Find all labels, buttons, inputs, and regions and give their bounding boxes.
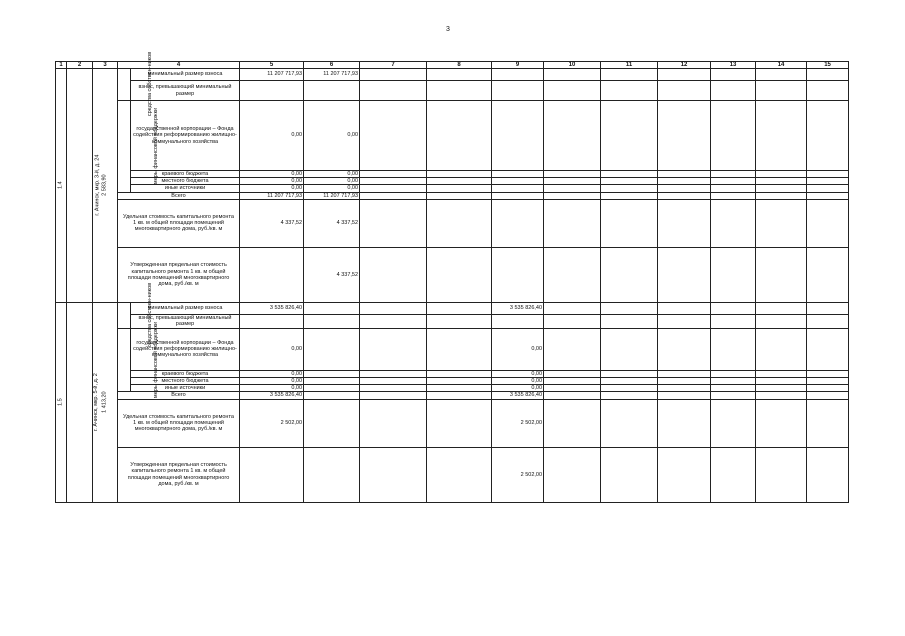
address: г. Ачинск, мкр. 5-й, д. 2	[67, 302, 93, 502]
value-cell	[360, 185, 427, 192]
value-cell: 4 337,52	[240, 199, 304, 247]
value-cell	[544, 392, 601, 399]
value-cell	[304, 385, 360, 392]
value-cell	[544, 314, 601, 328]
value-cell: 0,00	[304, 101, 360, 171]
value-cell	[360, 370, 427, 377]
row-label: краевого бюджета	[131, 370, 240, 377]
value-cell	[544, 247, 601, 302]
value-cell: 0,00	[492, 385, 544, 392]
value-cell	[756, 385, 807, 392]
value-cell	[544, 447, 601, 502]
value-cell	[658, 69, 711, 81]
value-cell	[427, 385, 492, 392]
value-cell	[360, 101, 427, 171]
header-cell: 2	[67, 62, 93, 69]
value-cell	[658, 314, 711, 328]
value-cell	[544, 385, 601, 392]
value-cell	[807, 185, 849, 192]
row-number: 1.4	[56, 69, 67, 303]
value-cell	[658, 392, 711, 399]
value-cell	[601, 192, 658, 199]
value-cell	[360, 199, 427, 247]
value-cell	[492, 81, 544, 101]
row-label: местного бюджета	[131, 178, 240, 185]
value-cell	[360, 378, 427, 385]
value-cell: 3 535 826,40	[240, 302, 304, 314]
value-cell	[601, 399, 658, 447]
value-cell	[240, 447, 304, 502]
value-cell	[544, 178, 601, 185]
value-cell	[711, 378, 756, 385]
value-cell	[360, 247, 427, 302]
value-cell	[711, 199, 756, 247]
value-cell	[492, 171, 544, 178]
value-cell	[360, 392, 427, 399]
value-cell	[427, 302, 492, 314]
value-cell: 0,00	[240, 328, 304, 370]
value-cell	[360, 178, 427, 185]
table-row	[56, 81, 849, 101]
table-row	[56, 447, 849, 502]
header-cell: 5	[240, 62, 304, 69]
header-cell: 14	[756, 62, 807, 69]
value-cell	[427, 392, 492, 399]
header-cell: 9	[492, 62, 544, 69]
value-cell	[492, 314, 544, 328]
value-cell: 0,00	[240, 178, 304, 185]
capital-repair-table	[55, 52, 849, 503]
value-cell	[807, 171, 849, 178]
total-area: 1 413,20	[93, 302, 118, 502]
value-cell	[711, 81, 756, 101]
value-cell	[427, 69, 492, 81]
value-cell	[304, 399, 360, 447]
value-cell	[756, 247, 807, 302]
value-cell	[304, 447, 360, 502]
value-cell	[756, 378, 807, 385]
value-cell	[427, 247, 492, 302]
table-row	[56, 302, 849, 314]
header-cell: 4	[118, 62, 240, 69]
value-cell	[658, 378, 711, 385]
value-cell: 0,00	[304, 178, 360, 185]
table-row	[56, 378, 849, 385]
value-cell: 0,00	[240, 385, 304, 392]
value-cell	[240, 314, 304, 328]
value-cell: 11 207 717,93	[304, 192, 360, 199]
value-cell	[807, 370, 849, 377]
table-row	[56, 328, 849, 370]
value-cell	[360, 385, 427, 392]
value-cell	[492, 101, 544, 171]
value-cell: 11 207 717,93	[304, 69, 360, 81]
value-cell	[601, 370, 658, 377]
value-cell	[427, 178, 492, 185]
value-cell	[601, 178, 658, 185]
own-funds-label: средства собствен-ников	[118, 69, 131, 101]
value-cell	[756, 178, 807, 185]
value-cell	[711, 392, 756, 399]
value-cell	[807, 199, 849, 247]
row-label: государственной корпорации – Фонда содействия реформированию жилищно-коммунального хозяйства	[131, 328, 240, 370]
own-funds-label: средства собствен-ников	[118, 302, 131, 328]
support-measures-label: меры финансовой поддержки	[118, 328, 131, 392]
table-row	[56, 199, 849, 247]
value-cell	[658, 192, 711, 199]
value-cell	[544, 370, 601, 377]
value-cell	[807, 385, 849, 392]
row-label: минимальный размер взноса	[131, 302, 240, 314]
total-area: 2 583,90	[93, 69, 118, 303]
value-cell	[658, 385, 711, 392]
value-cell	[756, 314, 807, 328]
table-row	[56, 247, 849, 302]
value-cell	[756, 370, 807, 377]
value-cell	[658, 399, 711, 447]
table-row	[56, 399, 849, 447]
header-cell: 15	[807, 62, 849, 69]
value-cell	[360, 81, 427, 101]
value-cell	[360, 328, 427, 370]
value-cell	[544, 69, 601, 81]
value-cell	[658, 302, 711, 314]
value-cell	[427, 399, 492, 447]
value-cell	[360, 314, 427, 328]
value-cell	[240, 81, 304, 101]
value-cell	[658, 328, 711, 370]
value-cell	[360, 302, 427, 314]
value-cell	[756, 302, 807, 314]
value-cell	[807, 101, 849, 171]
header-cell: 12	[658, 62, 711, 69]
value-cell	[711, 370, 756, 377]
value-cell	[544, 185, 601, 192]
value-cell: 0,00	[492, 370, 544, 377]
value-cell	[711, 101, 756, 171]
header-cell: 11	[601, 62, 658, 69]
value-cell: 0,00	[492, 328, 544, 370]
value-cell	[427, 378, 492, 385]
value-cell	[807, 328, 849, 370]
value-cell	[427, 81, 492, 101]
value-cell: 3 535 826,40	[240, 392, 304, 399]
row-label: Удельная стоимость капитального ремонта 1 кв. м общей площади помещений многоквартирного дома, руб./кв. м	[118, 399, 240, 447]
value-cell	[756, 399, 807, 447]
value-cell	[427, 370, 492, 377]
row-label: Удельная стоимость капитального ремонта 1 кв. м общей площади помещений многоквартирного дома, руб./кв. м	[118, 199, 240, 247]
value-cell	[601, 101, 658, 171]
value-cell: 2 502,00	[492, 447, 544, 502]
value-cell	[756, 328, 807, 370]
value-cell	[492, 178, 544, 185]
header-cell: 8	[427, 62, 492, 69]
row-label: Утвержденная предельная стоимость капитального ремонта 1 кв. м общей площади помещений многоквартирного дома, руб./кв. м	[118, 247, 240, 302]
value-cell: 4 337,52	[304, 199, 360, 247]
value-cell	[360, 192, 427, 199]
value-cell	[601, 171, 658, 178]
value-cell	[807, 192, 849, 199]
table-row	[56, 392, 849, 399]
value-cell	[756, 192, 807, 199]
value-cell	[544, 171, 601, 178]
row-label: краевого бюджета	[131, 171, 240, 178]
value-cell	[304, 378, 360, 385]
value-cell	[601, 385, 658, 392]
header-cell: 10	[544, 62, 601, 69]
value-cell	[427, 101, 492, 171]
header-row	[56, 62, 849, 69]
value-cell	[756, 185, 807, 192]
value-cell	[601, 185, 658, 192]
row-label: взнос, превышающий минимальный размер	[131, 314, 240, 328]
value-cell	[544, 192, 601, 199]
value-cell: 0,00	[240, 370, 304, 377]
value-cell	[658, 101, 711, 171]
row-label: минимальный размер взноса	[131, 69, 240, 81]
value-cell	[304, 370, 360, 377]
value-cell	[427, 185, 492, 192]
value-cell	[544, 199, 601, 247]
row-label: Всего	[118, 392, 240, 399]
value-cell	[711, 171, 756, 178]
value-cell	[807, 178, 849, 185]
row-label: местного бюджета	[131, 378, 240, 385]
table-row	[56, 385, 849, 392]
value-cell	[601, 392, 658, 399]
value-cell	[711, 185, 756, 192]
table-row	[56, 185, 849, 192]
header-cell: 3	[93, 62, 118, 69]
value-cell: 0,00	[492, 378, 544, 385]
value-cell	[601, 247, 658, 302]
header-cell: 7	[360, 62, 427, 69]
value-cell	[304, 328, 360, 370]
page-number: 3	[446, 26, 450, 33]
header-cell: 6	[304, 62, 360, 69]
row-label: Утвержденная предельная стоимость капитального ремонта 1 кв. м общей площади помещений многоквартирного дома, руб./кв. м	[118, 447, 240, 502]
value-cell	[601, 81, 658, 101]
value-cell	[492, 247, 544, 302]
value-cell	[601, 302, 658, 314]
value-cell	[240, 247, 304, 302]
value-cell	[658, 178, 711, 185]
value-cell	[427, 328, 492, 370]
value-cell: 3 535 826,40	[492, 392, 544, 399]
value-cell: 3 535 826,40	[492, 302, 544, 314]
value-cell	[427, 171, 492, 178]
value-cell	[304, 81, 360, 101]
value-cell	[601, 328, 658, 370]
table-row	[56, 178, 849, 185]
value-cell	[711, 247, 756, 302]
value-cell	[601, 314, 658, 328]
value-cell	[807, 399, 849, 447]
value-cell: 2 502,00	[240, 399, 304, 447]
value-cell	[807, 247, 849, 302]
value-cell	[360, 171, 427, 178]
value-cell	[601, 199, 658, 247]
value-cell	[427, 199, 492, 247]
value-cell	[360, 447, 427, 502]
value-cell	[601, 69, 658, 81]
value-cell	[544, 101, 601, 171]
value-cell: 11 207 717,93	[240, 69, 304, 81]
value-cell	[360, 399, 427, 447]
row-label: взнос, превышающий минимальный размер	[131, 81, 240, 101]
value-cell: 2 502,00	[492, 399, 544, 447]
value-cell	[711, 328, 756, 370]
support-measures-label: меры финансовой поддержки	[118, 101, 131, 193]
value-cell	[304, 392, 360, 399]
value-cell: 0,00	[240, 378, 304, 385]
value-cell: 0,00	[240, 101, 304, 171]
value-cell	[711, 385, 756, 392]
value-cell	[711, 69, 756, 81]
value-cell: 0,00	[304, 185, 360, 192]
value-cell: 4 337,52	[304, 247, 360, 302]
table-row	[56, 192, 849, 199]
value-cell	[711, 302, 756, 314]
value-cell	[658, 185, 711, 192]
value-cell: 0,00	[240, 171, 304, 178]
value-cell	[304, 302, 360, 314]
value-cell	[807, 302, 849, 314]
value-cell	[807, 81, 849, 101]
value-cell	[807, 447, 849, 502]
value-cell	[756, 199, 807, 247]
value-cell	[304, 314, 360, 328]
value-cell	[756, 81, 807, 101]
value-cell	[427, 447, 492, 502]
value-cell	[601, 447, 658, 502]
value-cell	[427, 314, 492, 328]
value-cell	[711, 399, 756, 447]
value-cell	[544, 328, 601, 370]
value-cell	[756, 101, 807, 171]
value-cell	[756, 171, 807, 178]
value-cell	[756, 392, 807, 399]
value-cell	[711, 447, 756, 502]
value-cell	[658, 171, 711, 178]
table-row	[56, 314, 849, 328]
header-cell: 13	[711, 62, 756, 69]
value-cell	[658, 447, 711, 502]
value-cell	[658, 247, 711, 302]
value-cell	[756, 69, 807, 81]
address: г. Ачинск, мкр. 3-й, д. 24	[67, 69, 93, 303]
value-cell	[492, 185, 544, 192]
value-cell: 11 207 717,93	[240, 192, 304, 199]
value-cell	[544, 399, 601, 447]
value-cell	[544, 302, 601, 314]
value-cell	[711, 314, 756, 328]
row-label: иные источники	[131, 185, 240, 192]
value-cell	[492, 69, 544, 81]
value-cell	[360, 69, 427, 81]
table-row	[56, 101, 849, 171]
table-row	[56, 171, 849, 178]
row-label: Всего	[118, 192, 240, 199]
row-label: иные источники	[131, 385, 240, 392]
value-cell: 0,00	[240, 185, 304, 192]
value-cell	[807, 378, 849, 385]
row-label: государственной корпорации – Фонда содействия реформированию жилищно-коммунального хозяйства	[131, 101, 240, 171]
value-cell	[807, 69, 849, 81]
value-cell	[427, 192, 492, 199]
header-cell: 1	[56, 62, 67, 69]
value-cell	[658, 199, 711, 247]
value-cell	[807, 392, 849, 399]
value-cell	[756, 447, 807, 502]
value-cell	[807, 314, 849, 328]
value-cell	[544, 378, 601, 385]
value-cell: 0,00	[304, 171, 360, 178]
table-row	[56, 69, 849, 81]
value-cell	[658, 81, 711, 101]
row-number: 1.5	[56, 302, 67, 502]
value-cell	[711, 178, 756, 185]
table-row	[56, 370, 849, 377]
value-cell	[492, 192, 544, 199]
value-cell	[544, 81, 601, 101]
value-cell	[711, 192, 756, 199]
value-cell	[601, 378, 658, 385]
value-cell	[658, 370, 711, 377]
value-cell	[492, 199, 544, 247]
